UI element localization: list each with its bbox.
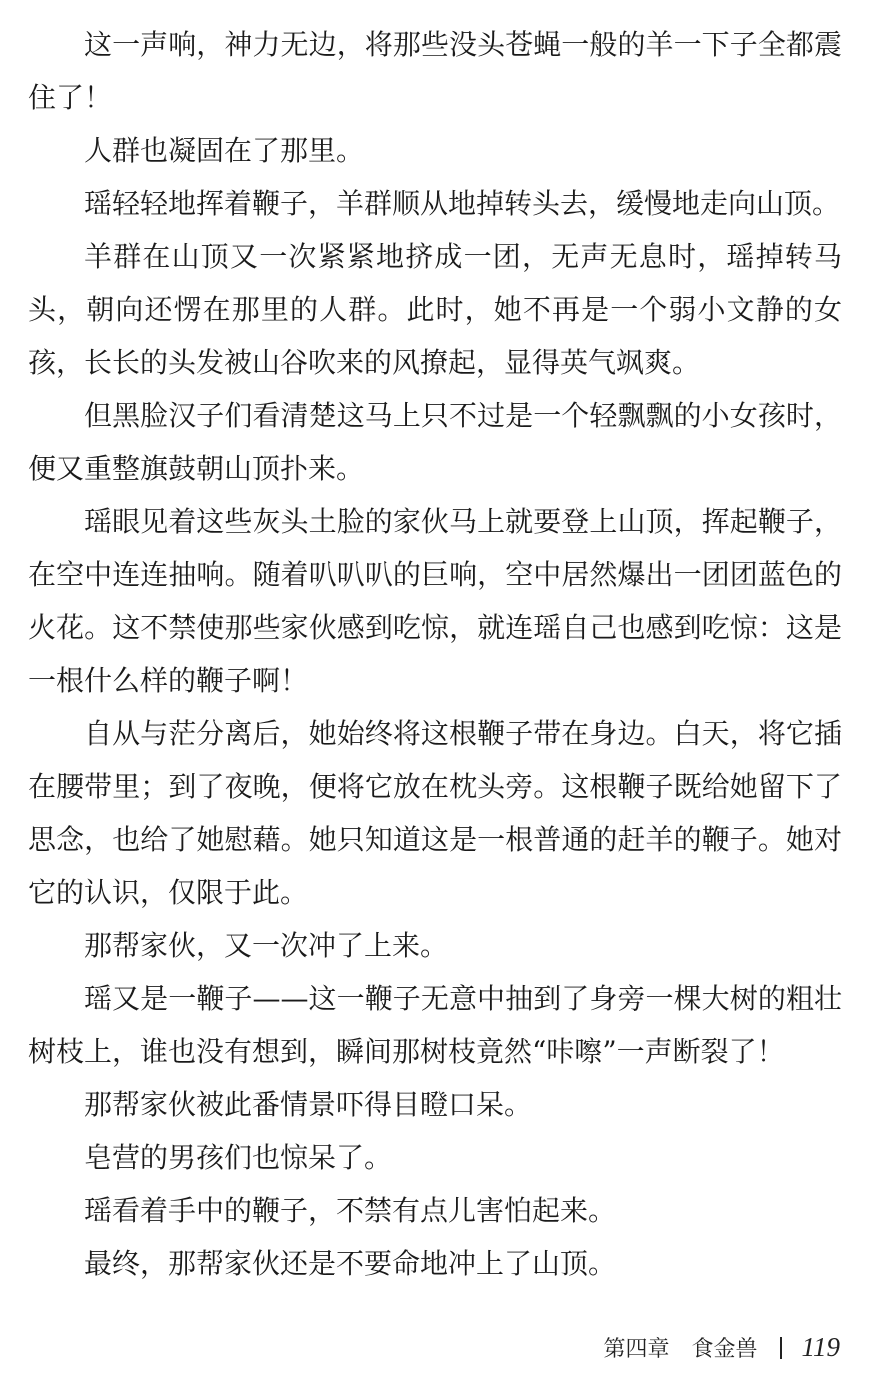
chapter-title: 第四章 食金兽 [603,1337,758,1362]
paragraph: 羊群在山顶又一次紧紧地挤成一团，无声无息时，瑶掉转马头，朝向还愣在那里的人群。此时，她不再是一个弱小文静的女孩，长长的头发被山谷吹来的风撩起，显得英气飒爽。 [28,240,842,379]
footer-divider [780,1337,782,1359]
paragraph: 最终，那帮家伙还是不要命地冲上了山顶。 [84,1247,617,1280]
paragraph: 这一声响，神力无边，将那些没头苍蝇一般的羊一下子全都震住了！ [28,28,842,114]
paragraph: 那帮家伙被此番情景吓得目瞪口呆。 [84,1088,533,1121]
paragraph: 自从与茫分离后，她始终将这根鞭子带在身边。白天，将它插在腰带里；到了夜晚，便将它放在枕头旁。这根鞭子既给她留下了思念，也给了她慰藉。她只知道这是一根普通的赶羊的鞭子。她对它的认识，仅限于此。 [28,717,842,909]
paragraph: 瑶轻轻地挥着鞭子，羊群顺从地掉转头去，缓慢地走向山顶。 [84,187,841,220]
body-text [28,18,842,1290]
page-footer [603,1332,840,1363]
page-number: 119 [801,1332,840,1362]
paragraph: 瑶看着手中的鞭子，不禁有点儿害怕起来。 [84,1194,617,1227]
paragraph: 瑶又是一鞭子——这一鞭子无意中抽到了身旁一棵大树的粗壮树枝上，谁也没有想到，瞬间那树枝竟然“咔嚓”一声断裂了！ [28,982,842,1068]
paragraph: 人群也凝固在了那里。 [84,134,365,167]
paragraph: 那帮家伙，又一次冲了上来。 [84,929,449,962]
paragraph: 但黑脸汉子们看清楚这马上只不过是一个轻飘飘的小女孩时，便又重整旗鼓朝山顶扑来。 [28,399,842,485]
paragraph: 瑶眼见着这些灰头土脸的家伙马上就要登上山顶，挥起鞭子，在空中连连抽响。随着叭叭叭的巨响，空中居然爆出一团团蓝色的火花。这不禁使那些家伙感到吃惊，就连瑶自己也感到吃惊：这是一根什么样的鞭子啊！ [28,505,842,697]
paragraph: 皂营的男孩们也惊呆了。 [84,1141,393,1174]
